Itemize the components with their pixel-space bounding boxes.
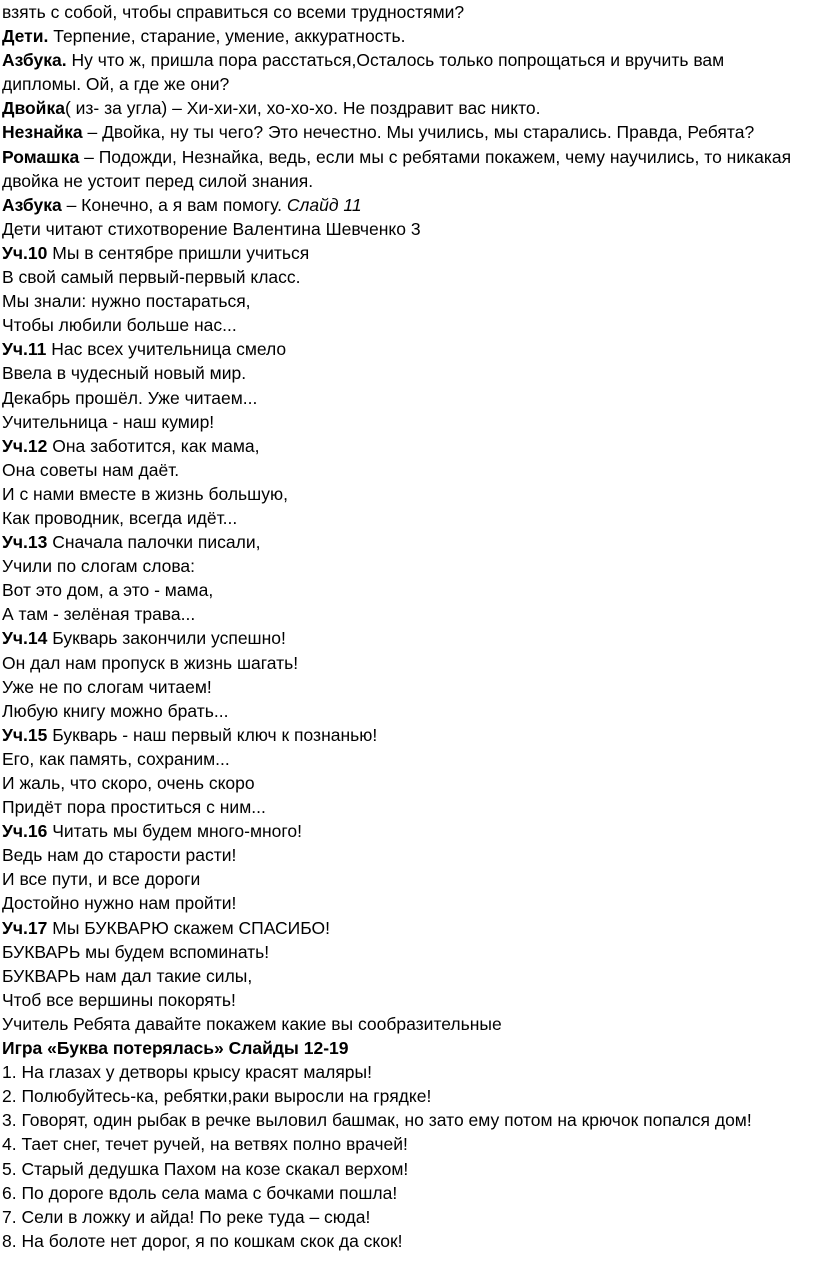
text-span: Букварь закончили успешно!: [47, 628, 286, 649]
text-line: [2, 265, 816, 289]
text-line: [2, 217, 816, 241]
text-line: [2, 506, 816, 530]
text-span: Ввела в чудесный новый мир.: [2, 363, 247, 384]
text-span: – Двойка, ну ты чего? Это нечестно. Мы учились, мы старались. Правда, Ребята?: [82, 122, 755, 143]
bold-text: Уч.14: [2, 628, 48, 649]
text-span: А там - зелёная трава...: [2, 604, 196, 625]
text-line: [2, 988, 816, 1012]
text-span: Любую книгу можно брать...: [2, 700, 229, 721]
bold-text: Дети.: [2, 26, 49, 47]
bold-text: Уч.17: [2, 917, 48, 938]
text-line: [2, 458, 816, 482]
text-span: Придёт пора проститься с ним...: [2, 797, 266, 818]
bold-text: Незнайка: [2, 122, 83, 143]
text-span: И жаль, что скоро, очень скоро: [2, 773, 255, 793]
text-span: 2. Полюбуйтесь-ка, ребятки,раки выросли на грядке!: [2, 1086, 432, 1107]
text-span: 4. Тает снег, течет ручей, на ветвях полно врачей!: [2, 1134, 408, 1155]
text-span: Его, как память, сохраним...: [2, 748, 230, 769]
text-line: [2, 96, 816, 120]
text-line: [2, 120, 816, 144]
text-span: Ведь нам до старости расти!: [2, 845, 237, 866]
text-span: Дети читают стихотворение Валентина Шевченко 3: [2, 218, 421, 239]
text-span: 1. На глазах у детворы крысу красят маляры!: [2, 1062, 372, 1083]
text-span: 7. Сели в ложку и айда! По реке туда – сюда!: [2, 1206, 371, 1227]
text-span: Декабрь прошёл. Уже читаем...: [2, 387, 258, 408]
text-line: [2, 602, 816, 626]
text-line: [2, 771, 816, 795]
text-span: Чтобы любили больше нас...: [2, 315, 237, 336]
text-span: 5. Старый дедушка Пахом на козе скакал верхом!: [2, 1158, 409, 1179]
text-line: [2, 1060, 816, 1084]
text-line: [2, 1012, 816, 1036]
text-line: [2, 1108, 816, 1132]
text-line: [2, 578, 816, 602]
text-line: [2, 410, 816, 434]
text-line: [2, 1084, 816, 1108]
text-line: [2, 795, 816, 819]
text-span: 6. По дороге вдоль села мама с бочками пошла!: [2, 1182, 398, 1203]
text-line: [2, 289, 816, 313]
bold-text: Уч.15: [2, 724, 48, 745]
text-line: [2, 1205, 816, 1229]
text-line: [2, 1132, 816, 1156]
text-line: [2, 626, 816, 650]
text-line: [2, 24, 816, 48]
text-line: [2, 434, 816, 458]
text-span: Она советы нам даёт.: [2, 459, 180, 480]
text-span: Мы знали: нужно постараться,: [2, 291, 251, 312]
text-span: И все пути, и все дороги: [2, 869, 201, 890]
text-line: [2, 554, 816, 578]
bold-text: Азбука: [2, 194, 62, 215]
text-span: В свой самый первый-первый класс.: [2, 267, 301, 288]
text-span: И с нами вместе в жизнь большую,: [2, 483, 288, 504]
text-line: [2, 1181, 816, 1205]
bold-text: Уч.12: [2, 435, 48, 456]
text-span: Достойно нужно нам пройти!: [2, 893, 237, 914]
text-span: Учительница - наш кумир!: [2, 411, 215, 432]
text-line: [2, 843, 816, 867]
text-span: БУКВАРЬ мы будем вспоминать!: [2, 941, 270, 962]
text-line: [2, 747, 816, 771]
text-line: [2, 916, 816, 940]
text-span: Он дал нам пропуск в жизнь шагать!: [2, 652, 299, 673]
text-line: [2, 482, 816, 506]
text-line: [2, 1036, 816, 1060]
bold-text: Ромашка: [2, 146, 80, 167]
text-line: [2, 867, 816, 891]
text-span: Мы в сентябре пришли учиться: [47, 242, 310, 263]
text-span: Мы БУКВАРЮ скажем СПАСИБО!: [47, 917, 330, 938]
text-line: [2, 313, 816, 337]
bold-text: Игра «Буква потерялась» Слайды 12-19: [2, 1038, 349, 1059]
bold-text: Уч.11: [2, 339, 47, 360]
text-line: [2, 48, 792, 96]
text-span: Сначала палочки писали,: [47, 532, 261, 553]
text-span: – Конечно, а я вам помогу.: [61, 194, 287, 215]
text-line: [2, 964, 816, 988]
text-line: [2, 1229, 816, 1253]
italic-text: Слайд 11: [286, 194, 362, 215]
text-line: [2, 940, 816, 964]
bold-text: Уч.13: [2, 532, 48, 553]
text-span: БУКВАРЬ нам дал такие силы,: [2, 965, 253, 986]
text-line: [2, 819, 816, 843]
bold-text: Двойка: [2, 98, 65, 119]
text-span: взять с собой, чтобы справиться со всеми трудностями?: [2, 2, 465, 22]
text-line: [2, 337, 816, 361]
text-span: 8. На болоте нет дорог, я по кошкам скок да скок!: [2, 1230, 403, 1251]
text-line: [2, 530, 816, 554]
text-span: – Подожди, Незнайка, ведь, если мы с ребятами покажем, чему научились, то никакая двойка не устоит перед силой знания.: [2, 146, 792, 191]
text-line: [2, 193, 816, 217]
text-line: [2, 241, 816, 265]
text-line: [2, 699, 816, 723]
text-span: Она заботится, как мама,: [47, 435, 260, 456]
text-span: Уже не по слогам читаем!: [2, 676, 212, 697]
text-line: [2, 145, 792, 193]
text-line: [2, 386, 816, 410]
bold-text: Уч.10: [2, 242, 48, 263]
text-span: Ну что ж, пришла пора расстаться,Осталось только попрощаться и вручить вам дипломы. Ой, а где же они?: [2, 50, 725, 95]
text-span: Вот это дом, а это - мама,: [2, 580, 214, 601]
bold-text: Азбука.: [2, 50, 67, 71]
text-span: Букварь - наш первый ключ к познанью!: [47, 724, 378, 745]
text-line: [2, 675, 816, 699]
text-span: Терпение, старание, умение, аккуратность.: [48, 26, 406, 47]
text-span: 3. Говорят, один рыбак в речке выловил башмак, но зато ему потом на крючок попался дом!: [2, 1110, 752, 1131]
text-span: Учили по слогам слова:: [2, 556, 196, 577]
text-span: Читать мы будем много-много!: [47, 821, 302, 842]
bold-text: Уч.16: [2, 821, 48, 842]
text-span: ( из- за угла) – Хи-хи-хи, хо-хо-хо. Не поздравит вас никто.: [64, 98, 541, 119]
text-span: Учитель Ребята давайте покажем какие вы сообразительные: [2, 1013, 502, 1034]
text-line: [2, 1157, 816, 1181]
text-line: [2, 0, 816, 24]
text-span: Чтоб все вершины покорять!: [2, 989, 236, 1010]
text-line: [2, 723, 816, 747]
text-line: [2, 891, 816, 915]
text-span: Как проводник, всегда идёт...: [2, 507, 238, 528]
text-line: [2, 361, 816, 385]
text-span: Нас всех учительница смело: [46, 339, 287, 360]
text-line: [2, 651, 816, 675]
